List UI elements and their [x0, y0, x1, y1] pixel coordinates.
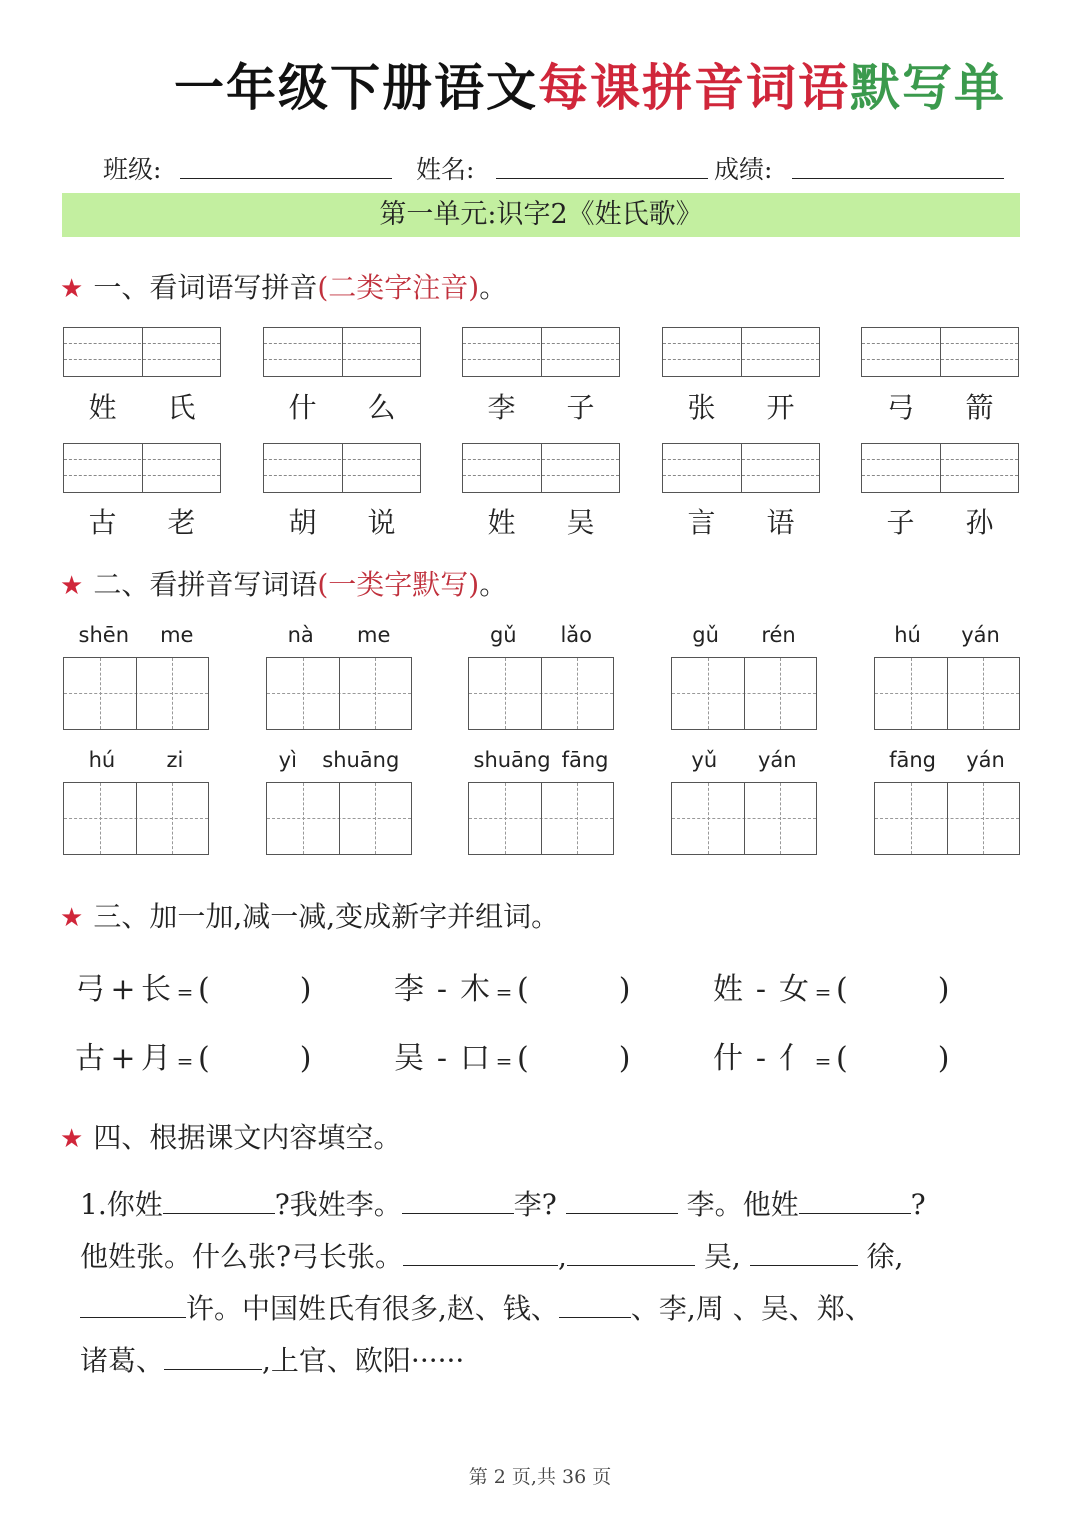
text: 吴, [703, 1240, 741, 1273]
pinyin-write-box[interactable] [861, 327, 1019, 377]
score-label: 成绩: [714, 155, 773, 184]
text: 李? [513, 1188, 557, 1221]
text: ?我姓李。 [274, 1188, 402, 1221]
tianzige-box[interactable] [874, 782, 1020, 855]
tianzige-box[interactable] [63, 657, 209, 730]
pinyin-syllable: yǔ [691, 748, 718, 772]
pinyin-syllable: shuāng [473, 748, 551, 772]
word-char: 古 [88, 506, 117, 539]
section-2-heading [60, 563, 507, 603]
word-char: 么 [367, 391, 396, 424]
word-char: 语 [766, 506, 795, 539]
pinyin-syllable: lǎo [560, 623, 593, 647]
word-char: 子 [886, 506, 915, 539]
word-char: 胡 [288, 506, 317, 539]
fill-blank[interactable] [164, 1343, 262, 1370]
close-paren: ) [618, 1041, 631, 1076]
fill-line-2 [80, 1235, 903, 1275]
tianzige-box[interactable] [671, 782, 817, 855]
pinyin-syllable: shuāng [322, 748, 400, 772]
tianzige-box[interactable] [874, 657, 1020, 730]
section-2-highlight: (一类字默写) [317, 568, 480, 601]
fill-blank[interactable] [403, 1239, 558, 1266]
pinyin-write-box[interactable] [263, 443, 421, 493]
fill-line-3 [80, 1287, 873, 1327]
char-a: 姓 [713, 972, 743, 1007]
section-4-heading [60, 1116, 401, 1156]
char-equation [712, 964, 949, 1008]
operator: - [755, 1041, 767, 1076]
word-char: 弓 [886, 391, 915, 424]
equals-sign: = [176, 980, 194, 1004]
word-pair [662, 501, 820, 541]
tianzige-box[interactable] [468, 657, 614, 730]
pinyin-syllable: hú [894, 623, 921, 647]
section-1-end: 。 [479, 271, 508, 304]
word-pair [63, 386, 221, 426]
tianzige-box[interactable] [671, 657, 817, 730]
fill-line-4 [80, 1339, 464, 1379]
text: 许。中国姓氏有很多,赵、钱、 [186, 1292, 559, 1325]
pinyin-write-box[interactable] [462, 327, 620, 377]
pinyin-syllable: gǔ [692, 623, 719, 647]
char-equation [712, 1033, 949, 1077]
equals-sign: = [176, 1049, 194, 1073]
pinyin-label [266, 748, 412, 772]
pinyin-write-box[interactable] [63, 443, 221, 493]
char-b: 木 [460, 972, 490, 1007]
tianzige-box[interactable] [63, 782, 209, 855]
char-equation [393, 964, 630, 1008]
pinyin-syllable: hú [88, 748, 116, 772]
word-char: 说 [367, 506, 396, 539]
tianzige-box[interactable] [266, 782, 412, 855]
pinyin-syllable: yán [757, 748, 797, 772]
word-pair [861, 501, 1019, 541]
word-pair [263, 501, 421, 541]
word-char: 李 [487, 391, 516, 424]
star-icon: ★ [60, 903, 84, 933]
equals-sign: = [814, 1049, 832, 1073]
char-b: 长 [141, 972, 171, 1007]
pinyin-syllable: rén [761, 623, 796, 647]
section-2-end: 。 [479, 568, 508, 601]
fill-blank[interactable] [566, 1187, 678, 1214]
open-paren: ( [198, 1041, 210, 1076]
char-equation [393, 1033, 630, 1077]
word-pair [462, 501, 620, 541]
equals-sign: = [495, 1049, 513, 1073]
word-char: 姓 [88, 391, 117, 424]
open-paren: ( [517, 972, 529, 1007]
pinyin-write-box[interactable] [462, 443, 620, 493]
page-number: 第 2 页,共 36 页 [468, 1466, 612, 1488]
char-equation [74, 964, 311, 1008]
tianzige-box[interactable] [468, 782, 614, 855]
pinyin-syllable: me [160, 623, 194, 647]
title-red: 每课拼音词语 [538, 59, 850, 117]
open-paren: ( [836, 1041, 848, 1076]
close-paren: ) [299, 972, 312, 1007]
fill-blank[interactable] [567, 1239, 695, 1266]
fill-blank[interactable] [799, 1187, 911, 1214]
star-icon: ★ [60, 1124, 84, 1154]
char-b: 月 [141, 1041, 171, 1076]
fill-blank[interactable] [402, 1187, 514, 1214]
class-field[interactable] [180, 178, 392, 179]
word-char: 张 [687, 391, 716, 424]
star-icon: ★ [60, 571, 84, 601]
word-char: 什 [288, 391, 317, 424]
pinyin-write-box[interactable] [861, 443, 1019, 493]
close-paren: ) [618, 972, 631, 1007]
equals-sign: = [495, 980, 513, 1004]
word-pair [63, 501, 221, 541]
word-char: 箭 [965, 391, 994, 424]
text: 、李,周 、吴、郑、 [630, 1292, 873, 1325]
char-a: 李 [394, 972, 424, 1007]
fill-blank[interactable] [559, 1291, 631, 1318]
section-1-highlight: (二类字注音) [317, 271, 480, 304]
pinyin-write-box[interactable] [662, 327, 820, 377]
pinyin-syllable: zi [166, 748, 184, 772]
text: 1.你姓 [80, 1188, 163, 1221]
equals-sign: = [814, 980, 832, 1004]
pinyin-write-box[interactable] [662, 443, 820, 493]
char-a: 什 [713, 1041, 743, 1076]
word-char: 孙 [965, 506, 994, 539]
unit-banner: 第一单元:识字2《姓氏歌》 [62, 193, 1020, 237]
pinyin-syllable: nà [287, 623, 314, 647]
pinyin-syllable: shēn [78, 623, 130, 647]
word-char: 老 [167, 506, 196, 539]
section-4-text: 四、根据课文内容填空。 [93, 1121, 402, 1154]
operator: - [755, 972, 767, 1007]
char-b: 女 [779, 972, 809, 1007]
char-a: 吴 [394, 1041, 424, 1076]
char-equation [74, 1033, 311, 1077]
title-green: 默写单 [850, 59, 1006, 117]
char-b: 口 [460, 1041, 490, 1076]
pinyin-label [266, 623, 412, 647]
text: ? [910, 1188, 926, 1221]
star-icon: ★ [60, 274, 84, 304]
operator: + [110, 1041, 136, 1076]
char-b: 亻 [779, 1041, 809, 1076]
pinyin-label [468, 623, 614, 647]
section-1-heading [60, 266, 507, 306]
pinyin-syllable: me [356, 623, 391, 647]
fill-line-1 [80, 1183, 926, 1223]
class-label: 班级: [103, 155, 162, 184]
text: 诸葛、 [80, 1344, 165, 1377]
title-black: 一年级下册语文 [174, 59, 538, 117]
pinyin-syllable: fāng [561, 748, 609, 772]
word-char: 吴 [566, 506, 595, 539]
name-label: 姓名: [416, 155, 475, 184]
section-3-text: 三、加一加,减一减,变成新字并组词。 [93, 900, 560, 933]
score-field[interactable] [792, 178, 1004, 179]
text: , [558, 1240, 567, 1273]
pinyin-syllable: yì [278, 748, 297, 772]
section-3-heading [60, 895, 559, 935]
fill-blank[interactable] [80, 1291, 186, 1318]
open-paren: ( [517, 1041, 529, 1076]
word-char: 姓 [487, 506, 516, 539]
word-char: 氏 [167, 391, 196, 424]
word-char: 子 [566, 391, 595, 424]
text: 徐, [866, 1240, 904, 1273]
page-title [0, 48, 1080, 120]
pinyin-label [63, 748, 209, 772]
pinyin-syllable: yán [961, 623, 1000, 647]
word-char: 言 [687, 506, 716, 539]
pinyin-label [671, 748, 817, 772]
open-paren: ( [836, 972, 848, 1007]
tianzige-box[interactable] [266, 657, 412, 730]
close-paren: ) [937, 972, 950, 1007]
section-2-text: 二、看拼音写词语 [93, 568, 318, 601]
operator: - [436, 1041, 448, 1076]
operator: + [110, 972, 136, 1007]
close-paren: ) [937, 1041, 950, 1076]
word-pair [861, 386, 1019, 426]
pinyin-label [874, 623, 1020, 647]
fill-blank[interactable] [750, 1239, 858, 1266]
pinyin-label [63, 623, 209, 647]
text: 他姓张。什么张?弓长张。 [80, 1240, 404, 1273]
text: ,上官、欧阳······ [262, 1344, 465, 1377]
char-a: 古 [75, 1041, 105, 1076]
open-paren: ( [198, 972, 210, 1007]
section-1-text: 一、看词语写拼音 [93, 271, 318, 304]
char-a: 弓 [75, 972, 105, 1007]
pinyin-syllable: fāng [889, 748, 937, 772]
pinyin-write-box[interactable] [63, 327, 221, 377]
pinyin-label [671, 623, 817, 647]
pinyin-label [874, 748, 1020, 772]
word-char: 开 [766, 391, 795, 424]
pinyin-label [468, 748, 614, 772]
pinyin-syllable: gǔ [489, 623, 517, 647]
word-pair [662, 386, 820, 426]
pinyin-syllable: yán [966, 748, 1005, 772]
close-paren: ) [299, 1041, 312, 1076]
word-pair [263, 386, 421, 426]
word-pair [462, 386, 620, 426]
text: 李。他姓 [686, 1188, 799, 1221]
name-field[interactable] [496, 178, 708, 179]
operator: - [436, 972, 448, 1007]
pinyin-write-box[interactable] [263, 327, 421, 377]
fill-blank[interactable] [163, 1187, 275, 1214]
